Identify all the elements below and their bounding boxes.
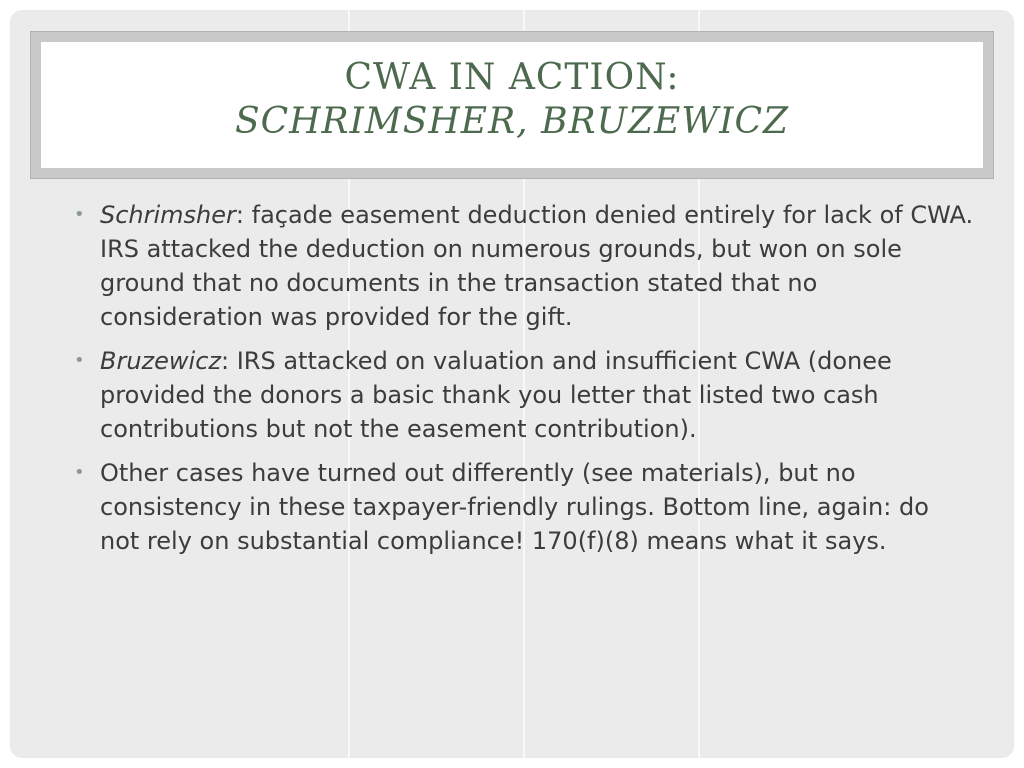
case-name: Bruzewicz [100,347,221,375]
bullet-text: : IRS attacked on valuation and insufficient CWA (donee provided the donors a basic thank you letter that listed two cash contributions but not the easement contribution). [100,347,892,443]
bullet-icon: • [74,350,85,371]
bullet-schrimsher [74,198,974,334]
bullet-list [74,198,974,568]
bullet-text: : façade easement deduction denied entirely for lack of CWA. IRS attacked the deduction on numerous grounds, but won on sole ground that no documents in the transaction stated that no consideration was provided for the gift. [100,201,974,331]
title-box [41,42,983,168]
bullet-icon: • [74,204,85,225]
slide-subtitle: SCHRIMSHER, BRUZEWICZ [234,101,790,142]
slide [10,10,1014,758]
bullet-other-cases [74,456,974,558]
bullet-icon: • [74,462,85,483]
case-name: Schrimsher [100,201,236,229]
bullet-text: Other cases have turned out differently (see materials), but no consistency in these taxpayer-friendly rulings. Bottom line, again: do not rely on substantial compliance! 170(f)(8) means what it says. [100,459,929,555]
title-frame [30,31,994,179]
bullet-bruzewicz [74,344,974,446]
slide-title: CWA IN ACTION: [344,57,680,98]
